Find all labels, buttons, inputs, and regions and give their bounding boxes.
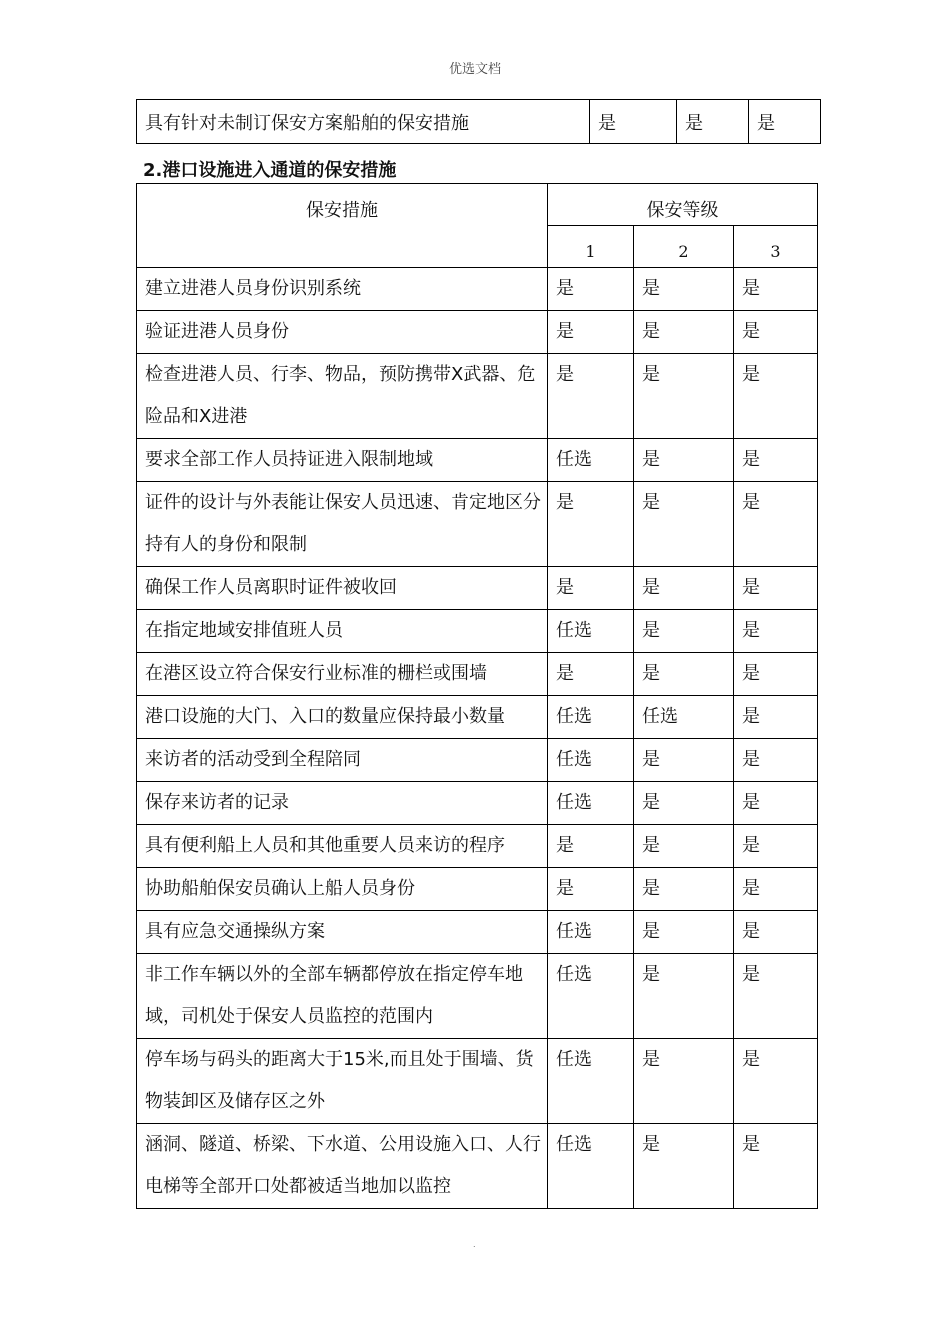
table-row [137, 825, 818, 868]
table-row [137, 1039, 818, 1124]
level-1-cell: 任选 [548, 439, 634, 482]
table-row [137, 482, 818, 567]
level-3-cell: 是 [734, 653, 818, 696]
level-1-cell: 是 [548, 268, 634, 311]
header-row [137, 184, 818, 226]
level-1-cell: 任选 [548, 1124, 634, 1209]
level-3-cell: 是 [734, 696, 818, 739]
level-1-cell: 任选 [548, 782, 634, 825]
level-1-cell: 是 [590, 100, 677, 144]
level-1-cell: 任选 [548, 911, 634, 954]
table-row [137, 1124, 818, 1209]
measure-cell: 证件的设计与外表能让保安人员迅速、肯定地区分持有人的身份和限制 [137, 482, 548, 567]
table-row [137, 311, 818, 354]
table-row [137, 268, 818, 311]
level-2-cell: 是 [634, 439, 734, 482]
section-title: 2.港口设施进入通道的保安措施 [143, 160, 397, 181]
level-3-cell: 是 [734, 739, 818, 782]
measure-cell: 涵洞、隧道、桥梁、下水道、公用设施入口、人行电梯等全部开口处都被适当地加以监控 [137, 1124, 548, 1209]
level-1-cell: 任选 [548, 954, 634, 1039]
measure-cell: 在港区设立符合保安行业标准的栅栏或围墙 [137, 653, 548, 696]
measure-cell: 非工作车辆以外的全部车辆都停放在指定停车地域，司机处于保安人员监控的范围内 [137, 954, 548, 1039]
level-3-cell: 是 [734, 1039, 818, 1124]
top-table [136, 99, 821, 144]
column-header-level: 保安等级 [548, 184, 818, 226]
level-2-cell: 是 [634, 268, 734, 311]
level-2-cell: 是 [634, 739, 734, 782]
table-row [137, 782, 818, 825]
column-header-measure: 保安措施 [137, 184, 548, 268]
level-3-cell: 是 [734, 439, 818, 482]
level-1-cell: 任选 [548, 610, 634, 653]
measure-cell: 具有便利船上人员和其他重要人员来访的程序 [137, 825, 548, 868]
table-row [137, 439, 818, 482]
level-2-cell: 是 [634, 825, 734, 868]
measure-cell: 验证进港人员身份 [137, 311, 548, 354]
measure-cell: 检查进港人员、行李、物品，预防携带X武器、危险品和X进港 [137, 354, 548, 439]
measure-cell: 在指定地域安排值班人员 [137, 610, 548, 653]
measure-cell: 来访者的活动受到全程陪同 [137, 739, 548, 782]
level-2-cell: 是 [634, 1039, 734, 1124]
level-3-cell: 是 [734, 954, 818, 1039]
security-measures-table [136, 183, 818, 1209]
measure-cell: 确保工作人员离职时证件被收回 [137, 567, 548, 610]
table-row [137, 868, 818, 911]
level-1-cell: 是 [548, 482, 634, 567]
level-1-header: 1 [548, 226, 634, 268]
level-1-cell: 是 [548, 653, 634, 696]
level-2-cell: 是 [634, 567, 734, 610]
level-2-cell: 是 [634, 311, 734, 354]
level-3-cell: 是 [734, 354, 818, 439]
level-1-cell: 是 [548, 567, 634, 610]
level-3-cell: 是 [734, 1124, 818, 1209]
level-2-cell: 是 [634, 782, 734, 825]
measure-cell: 要求全部工作人员持证进入限制地域 [137, 439, 548, 482]
level-3-cell: 是 [734, 825, 818, 868]
level-2-header: 2 [634, 226, 734, 268]
level-3-cell: 是 [734, 610, 818, 653]
level-2-cell: 是 [634, 868, 734, 911]
level-2-cell: 是 [634, 954, 734, 1039]
level-2-cell: 是 [634, 653, 734, 696]
level-2-cell: 是 [634, 610, 734, 653]
measure-cell: 建立进港人员身份识别系统 [137, 268, 548, 311]
table-row [137, 954, 818, 1039]
measure-cell: 港口设施的大门、入口的数量应保持最小数量 [137, 696, 548, 739]
table-row [137, 653, 818, 696]
level-3-header: 3 [734, 226, 818, 268]
page-header: 优选文档 [448, 62, 501, 77]
level-1-cell: 是 [548, 311, 634, 354]
measure-cell: 具有应急交通操纵方案 [137, 911, 548, 954]
level-2-cell: 是 [634, 911, 734, 954]
level-3-cell: 是 [734, 911, 818, 954]
level-3-cell: 是 [749, 100, 821, 144]
table-row [137, 911, 818, 954]
measure-cell: 具有针对未制订保安方案船舶的保安措施 [137, 100, 590, 144]
level-3-cell: 是 [734, 782, 818, 825]
level-1-cell: 任选 [548, 696, 634, 739]
footer-mark: . [473, 1240, 476, 1249]
level-2-cell: 是 [677, 100, 749, 144]
level-1-cell: 是 [548, 825, 634, 868]
measure-cell: 停车场与码头的距离大于15米,而且处于围墙、货物装卸区及储存区之外 [137, 1039, 548, 1124]
measure-cell: 保存来访者的记录 [137, 782, 548, 825]
level-1-cell: 是 [548, 354, 634, 439]
level-3-cell: 是 [734, 868, 818, 911]
table-row [137, 696, 818, 739]
level-3-cell: 是 [734, 482, 818, 567]
level-2-cell: 是 [634, 482, 734, 567]
level-3-cell: 是 [734, 311, 818, 354]
table-row [137, 354, 818, 439]
level-2-cell: 是 [634, 354, 734, 439]
level-1-cell: 任选 [548, 1039, 634, 1124]
level-3-cell: 是 [734, 567, 818, 610]
table-row [137, 610, 818, 653]
level-2-cell: 是 [634, 1124, 734, 1209]
table-row [137, 100, 821, 144]
measure-cell: 协助船舶保安员确认上船人员身份 [137, 868, 548, 911]
level-3-cell: 是 [734, 268, 818, 311]
table-row [137, 567, 818, 610]
level-2-cell: 任选 [634, 696, 734, 739]
level-1-cell: 任选 [548, 739, 634, 782]
table-row [137, 739, 818, 782]
level-1-cell: 是 [548, 868, 634, 911]
